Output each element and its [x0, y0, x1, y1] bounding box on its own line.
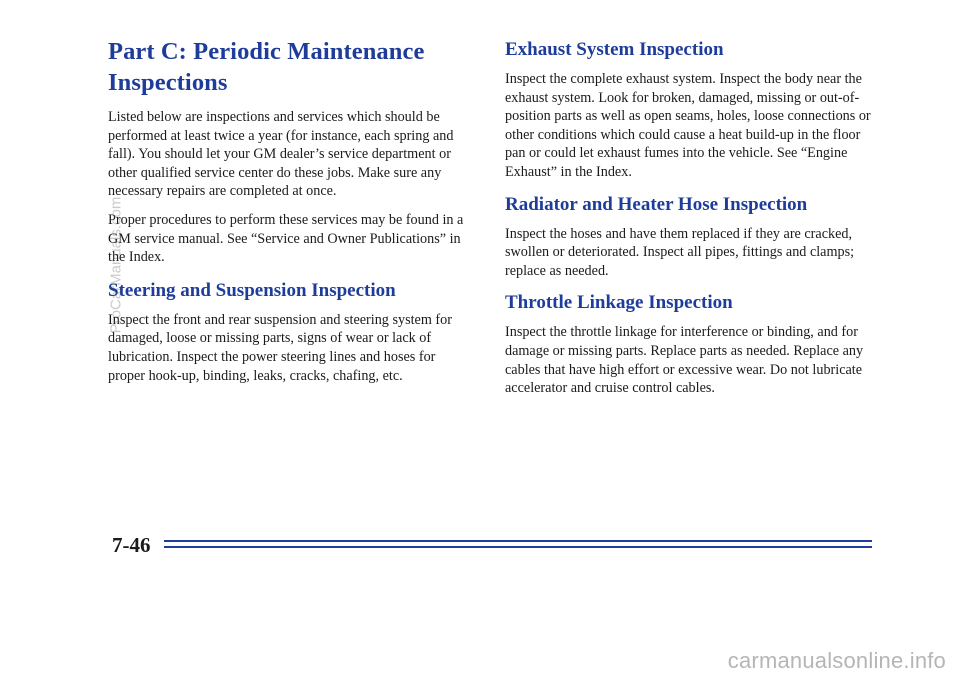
radiator-heading: Radiator and Heater Hose Inspection	[505, 193, 808, 215]
bottom-watermark: carmanualsonline.info	[727, 648, 946, 673]
exhaust-heading: Exhaust System Inspection	[505, 39, 724, 60]
intro-paragraph: Listed below are inspections and services which should be performed at least twice a year (for instance, each spring and fall). You should let your GM dealer’s service department or other qualified service center do these jobs. Make sure any necessary repairs are completed at once.	[108, 109, 454, 200]
side-watermark	[108, 150, 124, 380]
page-footer	[112, 533, 872, 563]
exhaust-paragraph: Inspect the complete exhaust system. Inspect the body near the exhaust system. Look for broken, damaged, missing or out-of-position parts as well as open seams, holes, loose connections or other conditions which could cause a heat build-up in the floor pan or could let exhaust fumes into the vehicle. See “Engine Exhaust” in the Index.	[505, 71, 871, 180]
throttle-heading: Throttle Linkage Inspection	[505, 292, 733, 314]
page-number: 7-46	[112, 533, 151, 557]
steering-heading: Steering and Suspension Inspection	[108, 279, 396, 301]
left-column	[108, 36, 468, 395]
side-watermark-text: ProCarManuals.com	[107, 196, 125, 334]
manual-page	[88, 6, 872, 576]
radiator-paragraph: Inspect the hoses and have them replaced if they are cracked, swollen or deteriorated. Inspect all pipes, fittings and clamps; replace as needed.	[505, 225, 855, 279]
right-column	[505, 38, 873, 408]
footer-rule-top	[164, 540, 872, 542]
procedures-paragraph: Proper procedures to perform these services may be found in a GM service manual. See “Service and Owner Publications” in the Index.	[108, 211, 464, 266]
page-title: Part C: Periodic Maintenance Inspections	[108, 38, 425, 96]
steering-paragraph: Inspect the front and rear suspension and steering system for damaged, loose or missing parts, signs of wear or lack of lubrication. Inspect the power steering lines and hoses for proper hook-up, binding, leaks, cracks, chafing, etc.	[108, 311, 452, 384]
footer-rule-bottom	[164, 546, 872, 548]
throttle-paragraph: Inspect the throttle linkage for interference or binding, and for damage or missing parts. Replace parts as needed. Replace any cables that have high effort or excessive wear. Do not lubricate accelerator and cruise control cables.	[505, 324, 864, 397]
